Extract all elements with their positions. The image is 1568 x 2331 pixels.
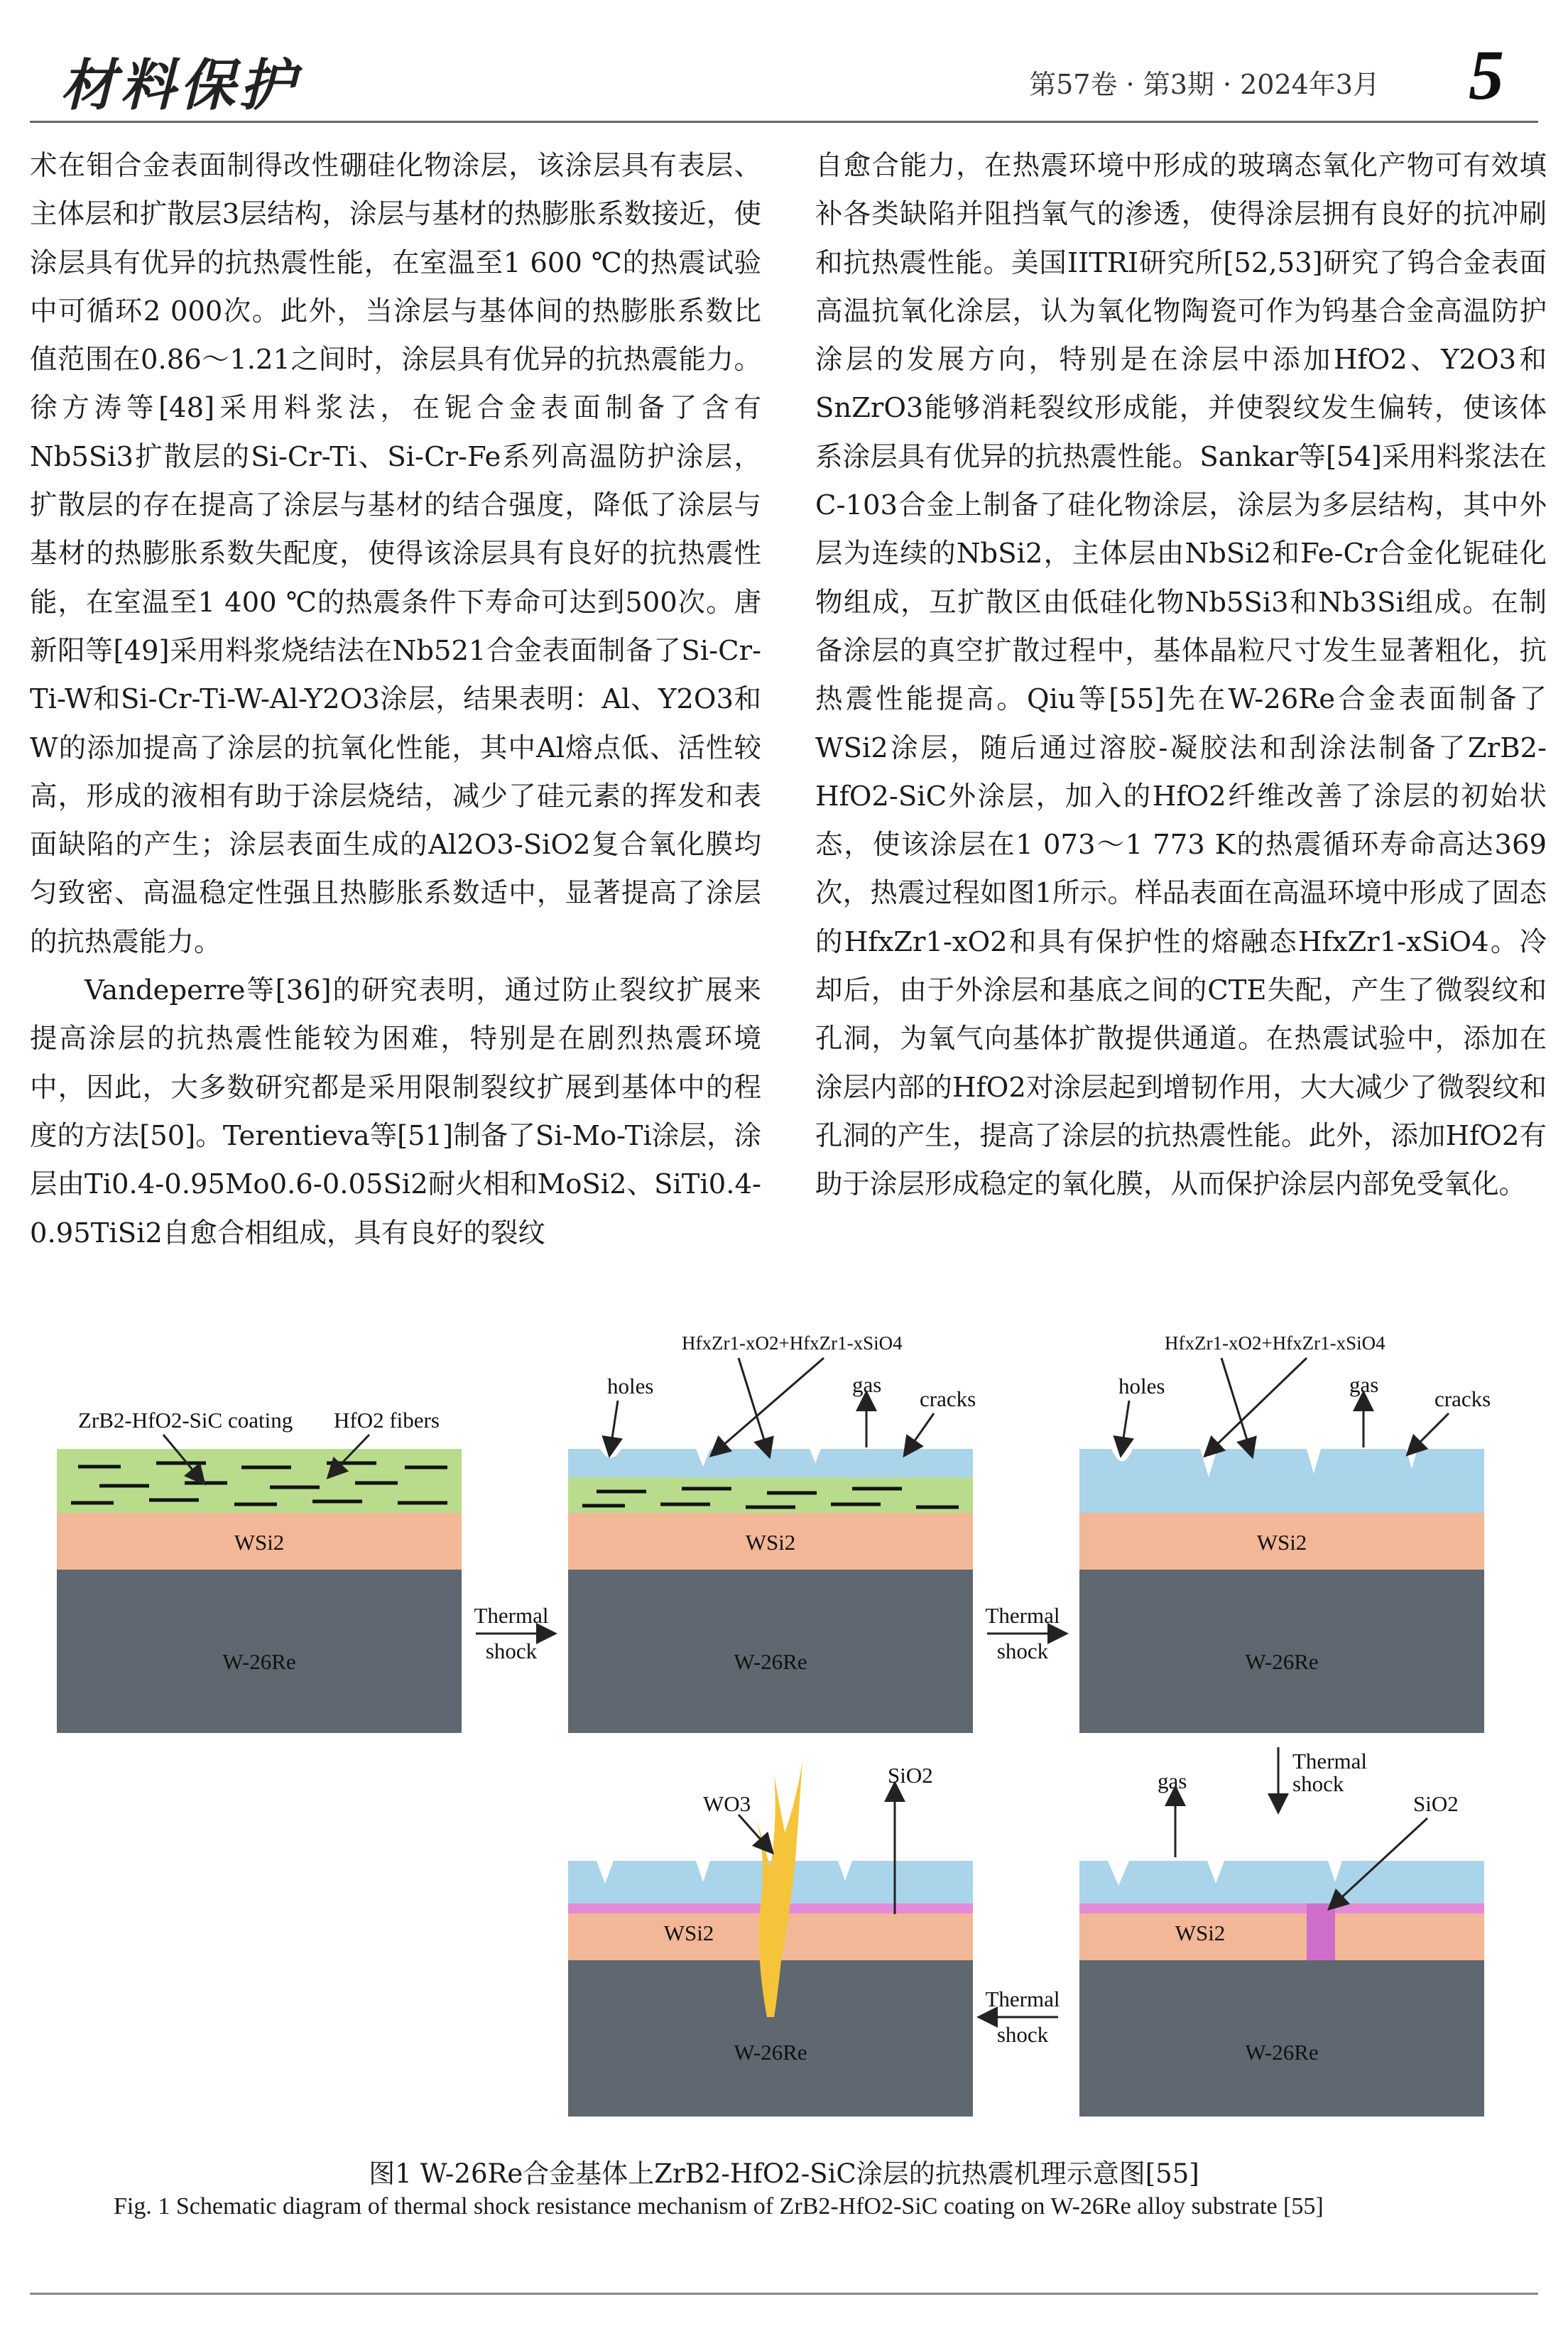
svg-text:WSi2: WSi2 (745, 1530, 796, 1555)
figure-caption-cn: 图1 W-26Re合金基体上ZrB2-HfO2-SiC涂层的抗热震机理示意图[55] (369, 2158, 1199, 2189)
svg-text:WSi2: WSi2 (1256, 1530, 1307, 1555)
panel-after-first-shock (568, 1332, 976, 1733)
svg-text:Thermal: Thermal (985, 1603, 1060, 1628)
svg-text:holes: holes (607, 1374, 654, 1398)
svg-text:gas: gas (1349, 1372, 1379, 1397)
panel-bottom-right (1079, 1768, 1484, 2117)
thermal-shock-arrow-4 (985, 1987, 1060, 2047)
journal-logo: 材料保护 (60, 53, 300, 118)
header-rule (30, 121, 1538, 123)
svg-text:SiO2: SiO2 (1413, 1791, 1459, 1816)
svg-text:Thermal: Thermal (1292, 1749, 1368, 1773)
svg-text:W-26Re: W-26Re (1245, 1649, 1319, 1674)
svg-text:WSi2: WSi2 (1175, 1920, 1226, 1945)
left-paragraph-2: Vandeperre等[36]的研究表明，通过防止裂纹扩展来提高涂层的抗热震性能较为困难，特别是在剧烈热震环境中，因此，大多数研究都是采用限制裂纹扩展到基体中的程度的方法[50]。Terentieva等[51]制备了Si-Mo-Ti涂层，涂层由Ti0.4-0.95Mo0.6-0.05Si2耐火相和MoSi2、SiTi0.4-0.95TiSi2自愈合相组成，具有良好的裂纹 (30, 974, 761, 1249)
coating-label: ZrB2-HfO2-SiC coating (78, 1408, 293, 1433)
thermal-shock-arrow-1 (474, 1603, 548, 1663)
panel-initial (57, 1408, 462, 1733)
svg-text:W-26Re: W-26Re (734, 1649, 807, 1674)
issue-info: 第57卷 · 第3期 · 2024年3月 (1029, 69, 1380, 100)
svg-text:shock: shock (996, 2022, 1049, 2047)
figure-caption-en: Fig. 1 Schematic diagram of thermal shock resistance mechanism of ZrB2-HfO2-SiC coating on W-26Re alloy substrate [55] (114, 2193, 1324, 2219)
left-paragraph-1: 术在钼合金表面制得改性硼硅化物涂层，该涂层具有表层、主体层和扩散层3层结构，涂层与基材的热膨胀系数接近，使涂层具有优异的抗热震性能，在室温至1 600 ℃的热震试验中可循环2 000次。此外，当涂层与基体间的热膨胀系数比值范围在0.86～1.21之间时，涂层具有优异的抗热震能力。徐方涛等[48]采用料浆法，在铌合金表面制备了含有Nb5Si3扩散层的Si-Cr-Ti、Si-Cr-Fe系列高温防护涂层，扩散层的存在提高了涂层与基材的结合强度，降低了涂层与基材的热膨胀系数失配度，使得该涂层具有良好的抗热震性能，在室温至1 400 ℃的热震条件下寿命可达到500次。唐新阳等[49]采用料浆烧结法在Nb521合金表面制备了Si-Cr-Ti-W和Si-Cr-Ti-W-Al-Y2O3涂层，结果表明：Al、Y2O3和W的添加提高了涂层的抗氧化性能，其中Al熔点低、活性较高，形成的液相有助于涂层烧结，减少了硅元素的挥发和表面缺陷的产生；涂层表面生成的Al2O3-SiO2复合氧化膜均匀致密、高温稳定性强且热膨胀系数适中，显著提高了涂层的抗热震能力。 (30, 150, 761, 958)
svg-text:cracks: cracks (1434, 1386, 1491, 1411)
right-column (815, 142, 1547, 1210)
panel-bottom-middle (568, 1761, 973, 2117)
svg-text:gas: gas (1158, 1768, 1187, 1793)
svg-text:HfxZr1-xO2+HfxZr1-xSiO4: HfxZr1-xO2+HfxZr1-xSiO4 (682, 1332, 903, 1354)
svg-text:W-26Re: W-26Re (1245, 2040, 1319, 2065)
svg-text:shock: shock (996, 1639, 1049, 1663)
svg-text:cracks: cracks (920, 1386, 976, 1411)
svg-text:shock: shock (1292, 1771, 1344, 1796)
svg-text:Thermal: Thermal (985, 1987, 1060, 2011)
thermal-shock-arrow-2 (985, 1603, 1060, 1663)
svg-text:gas: gas (852, 1372, 882, 1397)
substrate-label: W-26Re (222, 1649, 296, 1674)
wsi2-label: WSi2 (234, 1530, 285, 1555)
right-paragraph-1: 自愈合能力，在热震环境中形成的玻璃态氧化产物可有效填补各类缺陷并阻挡氧气的渗透，使得涂层拥有良好的抗冲刷和抗热震性能。美国IITRI研究所[52,53]研究了钨合金表面高温抗氧化涂层，认为氧化物陶瓷可作为钨基合金高温防护涂层的发展方向，特别是在涂层中添加HfO2、Y2O3和SnZrO3能够消耗裂纹形成能，并使裂纹发生偏转，使该体系涂层具有优异的抗热震性能。Sankar等[54]采用料浆法在C-103合金上制备了硅化物涂层，涂层为多层结构，其中外层为连续的NbSi2，主体层由NbSi2和Fe-Cr合金化铌硅化物组成，互扩散区由低硅化物Nb5Si3和Nb3Si组成。在制备涂层的真空扩散过程中，基体晶粒尺寸发生显著粗化，抗热震性能提高。Qiu等[55]先在W-26Re合金表面制备了WSi2涂层，随后通过溶胶-凝胶法和刮涂法制备了ZrB2-HfO2-SiC外涂层，加入的HfO2纤维改善了涂层的初始状态，使该涂层在1 073～1 773 K的热震循环寿命高达369次，热震过程如图1所示。样品表面在高温环境中形成了固态的HfxZr1-xO2和具有保护性的熔融态HfxZr1-xSiO4。冷却后，由于外涂层和基底之间的CTE失配，产生了微裂纹和孔洞，为氧气向基体扩散提供通道。在热震试验中，添加在涂层内部的HfO2对涂层起到增韧作用，大大减少了微裂纹和孔洞的产生，提高了涂层的抗热震性能。此外，添加HfO2有助于涂层形成稳定的氧化膜，从而保护涂层内部免受氧化。 (815, 150, 1547, 1201)
svg-text:holes: holes (1118, 1374, 1165, 1398)
svg-text:WSi2: WSi2 (663, 1920, 714, 1945)
svg-text:Thermal: Thermal (474, 1603, 549, 1628)
panel-after-second-shock (1079, 1332, 1491, 1733)
figure-1 (57, 1321, 1511, 2152)
svg-text:WO3: WO3 (703, 1791, 751, 1816)
footer-rule (30, 2293, 1538, 2295)
fibers-label: HfO2 fibers (334, 1408, 440, 1433)
thermal-shock-arrow-3 (1278, 1747, 1367, 1804)
svg-text:HfxZr1-xO2+HfxZr1-xSiO4: HfxZr1-xO2+HfxZr1-xSiO4 (1165, 1332, 1385, 1354)
thermal-shock-diagram (57, 1321, 1511, 2152)
page-header (0, 0, 1568, 124)
svg-text:SiO2: SiO2 (888, 1763, 933, 1788)
page-number: 5 (1469, 36, 1504, 114)
left-column (30, 142, 761, 1258)
svg-text:W-26Re: W-26Re (734, 2040, 807, 2065)
svg-text:shock: shock (485, 1639, 538, 1663)
